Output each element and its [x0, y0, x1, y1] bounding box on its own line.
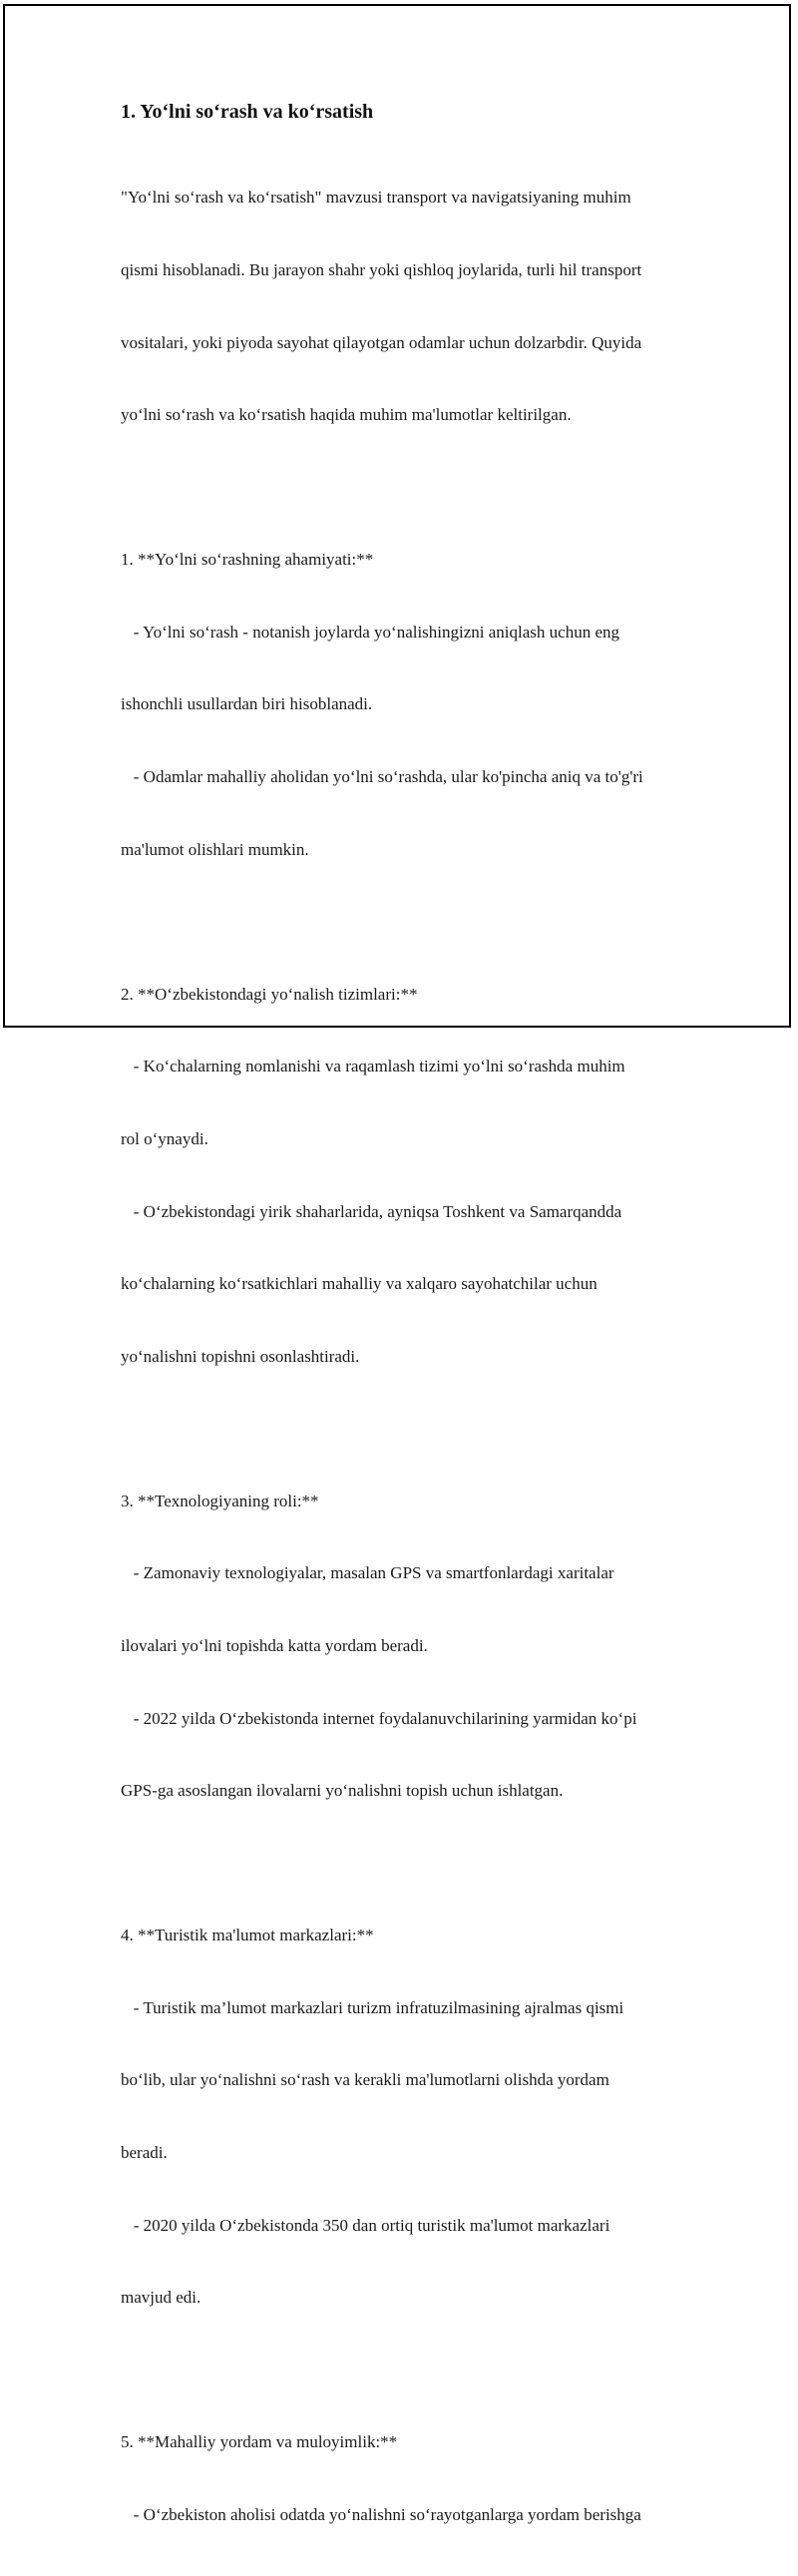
intro-line: qismi hisoblanadi. Bu jarayon shahr yoki qishloq joylarida, turli hil transport: [121, 260, 642, 280]
section-line: - Zamonaviy texnologiyalar, masalan GPS va smartfonlardagi xaritalar: [121, 1563, 614, 1583]
section-4: [121, 1876, 699, 2359]
section-line: bo‘lib, ular yo‘nalishni so‘rash va kerakli ma'lumotlarni olishda yordam: [121, 2070, 609, 2090]
section-3: [121, 1441, 699, 1851]
section-line: - O‘zbekiston aholisi odatda yo‘nalishni so‘rayotganlarga yordam berishga: [121, 2504, 641, 2524]
section-5: [121, 2382, 699, 2576]
section-2: [121, 934, 699, 1417]
section-line: - O‘zbekistondagi yirik shaharlarida, ayniqsa Toshkent va Samarqandda: [121, 1201, 622, 1221]
section-line: beradi.: [121, 2143, 168, 2163]
section-line: ilovalari yo‘lni topishda katta yordam beradi.: [121, 1635, 428, 1655]
section-heading: 1. **Yo‘lni so‘rashning ahamiyati:**: [121, 550, 374, 570]
section-line: yo‘nalishni topishni osonlashtiradi.: [121, 1346, 360, 1366]
section-line: rol o‘ynaydi.: [121, 1128, 208, 1148]
section-line: GPS-ga asoslangan ilovalarni yo‘nalishni topish uchun ishlatgan.: [121, 1781, 564, 1801]
document-body: [121, 98, 699, 2576]
section-line: ma'lumot olishlari mumkin.: [121, 839, 309, 859]
section-line: - Turistik ma’lumot markazlari turizm infratuzilmasining ajralmas qismi: [121, 1997, 624, 2017]
section-line: mavjud edi.: [121, 2288, 201, 2308]
section-heading: 2. **O‘zbekistondagi yo‘nalish tizimlari:**: [121, 984, 418, 1004]
section-line: - Ko‘chalarning nomlanishi va raqamlash tizimi yo‘lni so‘rashda muhim: [121, 1057, 625, 1076]
page-frame: [3, 4, 791, 2524]
intro-line: vositalari, yoki piyoda sayohat qilayotgan odamlar uchun dolzarbdir. Quyida: [121, 332, 642, 352]
intro-line: "Yo‘lni so‘rash va ko‘rsatish" mavzusi transport va navigatsiyaning muhim: [121, 188, 631, 208]
section-line: - 2020 yilda O‘zbekistonda 350 dan ortiq turistik ma'lumot markazlari: [121, 2215, 610, 2235]
section-line: - 2022 yilda O‘zbekistonda internet foydalanuvchilarining yarmidan ko‘pi: [121, 1708, 637, 1728]
intro-line: yo‘lni so‘rash va ko‘rsatish haqida muhim ma'lumotlar keltirilgan.: [121, 405, 572, 425]
section-line: ko‘chalarning ko‘rsatkichlari mahalliy va xalqaro sayohatchilar uchun: [121, 1274, 598, 1294]
document-title: 1. Yo‘lni so‘rash va ko‘rsatish: [121, 101, 374, 123]
section-heading: 5. **Mahalliy yordam va muloyimlik:**: [121, 2432, 398, 2452]
intro-paragraph: [121, 138, 699, 476]
section-line: - Yo‘lni so‘rash - notanish joylarda yo‘nalishingizni aniqlash uchun eng: [121, 622, 620, 642]
section-line: - Odamlar mahalliy aholidan yo‘lni so‘rashda, ular ko'pincha aniq va to'g'ri: [121, 767, 643, 787]
section-heading: 4. **Turistik ma'lumot markazlari:**: [121, 1926, 374, 1945]
section-line: ishonchli usullardan biri hisoblanadi.: [121, 694, 373, 714]
section-1: [121, 500, 699, 910]
section-heading: 3. **Texnologiyaning roli:**: [121, 1491, 319, 1510]
